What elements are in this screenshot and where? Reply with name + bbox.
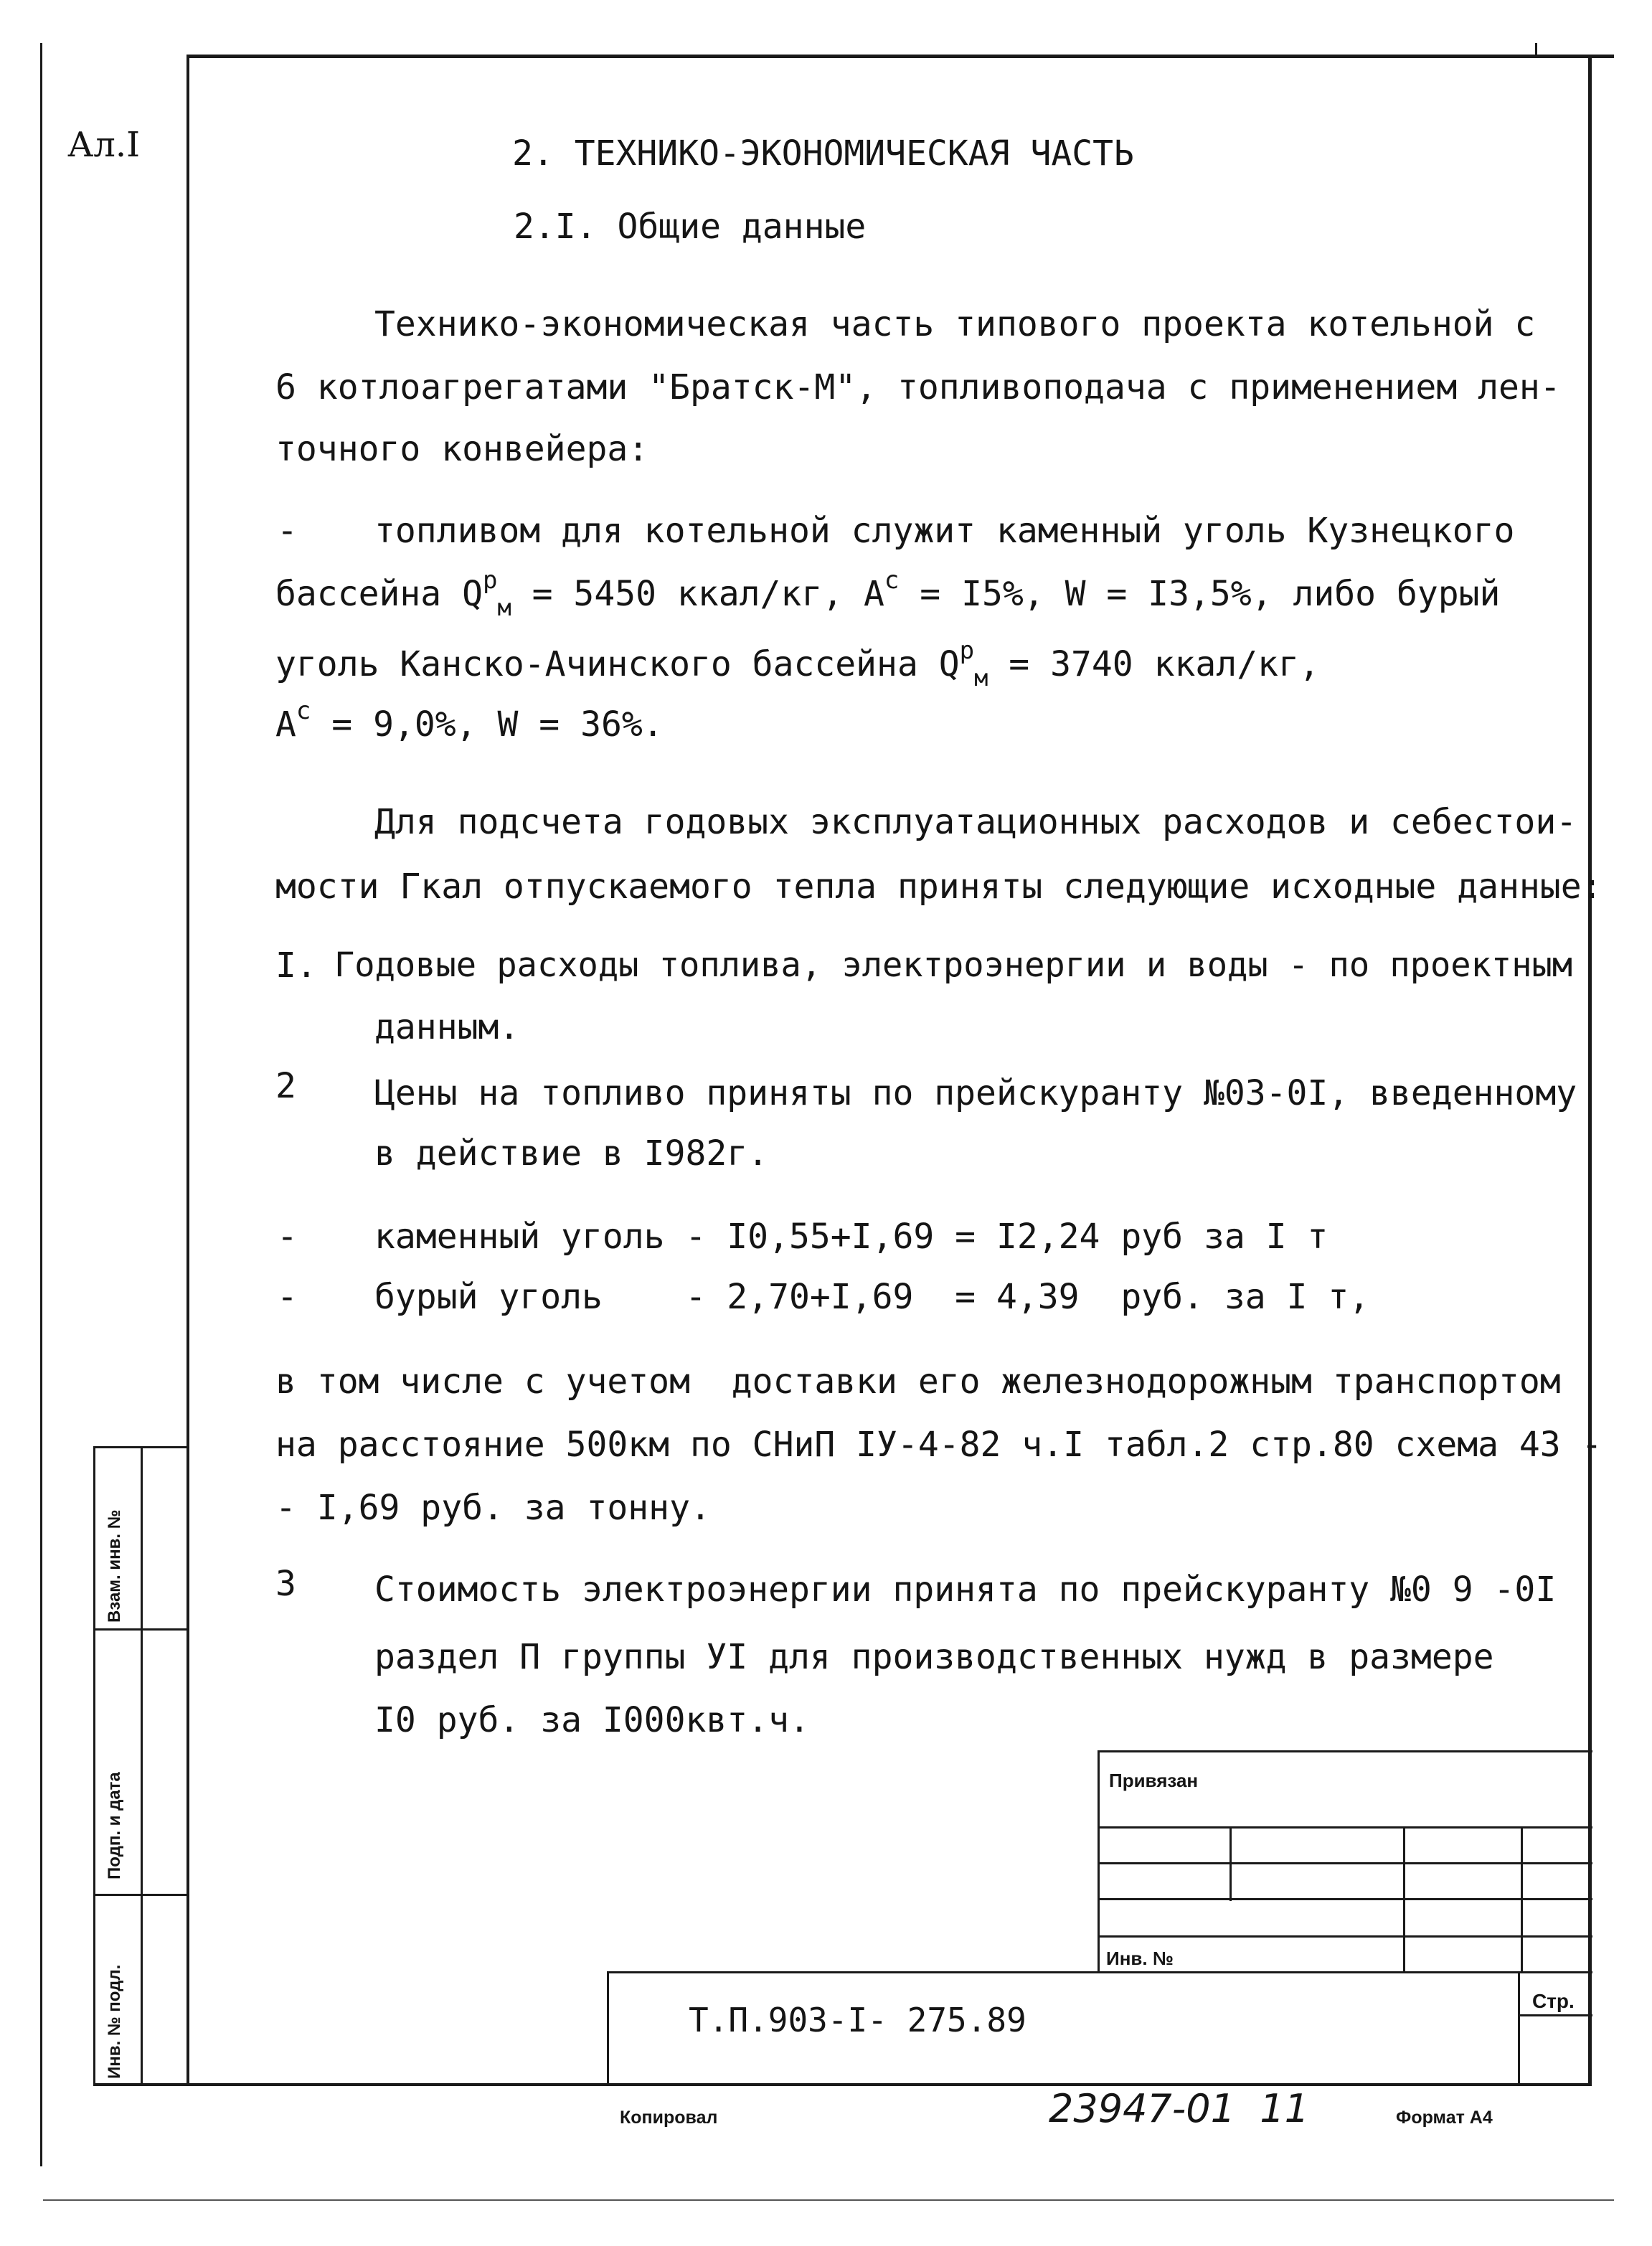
stamp-top bbox=[1098, 1750, 1592, 1752]
fuel-line-2: бассейна $Q^р_м = 5450$ ккал/кг, $А^с = I5\%$, W = I3,5%, либо бурый bbox=[275, 566, 1501, 621]
stamp-row-1 bbox=[1098, 1826, 1592, 1829]
stamp-col-3 bbox=[1521, 1826, 1523, 1973]
stamp-left bbox=[1098, 1750, 1100, 1973]
bottom-cut-line bbox=[43, 2199, 1614, 2201]
para2-line-1: Для подсчета годовых эксплуатационных расходов и себестои- bbox=[374, 802, 1577, 842]
price-line-2: бурый уголь - 2,70+I,69 = 4,39 руб. за I т, bbox=[374, 1277, 1370, 1317]
side-stamp-inner bbox=[141, 1446, 143, 2085]
frame-top bbox=[187, 55, 1614, 58]
side-stamp-div2 bbox=[93, 1894, 189, 1896]
item3-line-3: I0 руб. за I000квт.ч. bbox=[374, 1700, 810, 1740]
fuel-line-3: уголь Канско-Ачинского бассейна $Q^р_м = 3740$ ккал/кг, bbox=[275, 636, 1320, 692]
side-stamp-outer bbox=[93, 1446, 95, 2085]
stamp-col-1 bbox=[1229, 1826, 1232, 1901]
price-dash-2: - bbox=[277, 1277, 298, 1317]
frame-bottom bbox=[93, 2083, 1592, 2086]
footer-number: 23947-01 11 bbox=[1049, 2086, 1310, 2131]
page-label: Стр. bbox=[1532, 1990, 1575, 2012]
intro-line-3: точного конвейера: bbox=[275, 429, 649, 469]
side-stamp-div1 bbox=[93, 1628, 189, 1631]
item1-line-1: Годовые расходы топлива, электроэнергии и воды - по проектным bbox=[334, 945, 1573, 985]
stamp-row-2 bbox=[1098, 1862, 1592, 1864]
item1-line-2: данным. bbox=[374, 1007, 520, 1047]
item2-number: 2 bbox=[275, 1066, 296, 1106]
item3-number: 3 bbox=[275, 1564, 296, 1604]
code-box-top bbox=[607, 1971, 1592, 1973]
top-tick bbox=[1535, 43, 1537, 57]
item3-line-1: Стоимость электроэнергии принята по прейскуранту №0 9 -0I bbox=[374, 1570, 1557, 1610]
document-code: Т.П.903-I- 275.89 bbox=[689, 2001, 1026, 2039]
para2-line-2: мости Гкал отпускаемого тепла приняты следующие исходные данные: bbox=[275, 867, 1603, 907]
delivery-line-3: - I,69 руб. за тонну. bbox=[275, 1488, 711, 1528]
section-title: 2. ТЕХНИКО-ЭКОНОМИЧЕСКАЯ ЧАСТЬ bbox=[512, 133, 1134, 174]
code-box-left bbox=[607, 1971, 609, 2086]
frame-left bbox=[187, 55, 189, 2085]
fuel-dash: - bbox=[277, 511, 298, 551]
subsection-title: 2.I. Общие данные bbox=[514, 207, 867, 247]
delivery-line-2: на расстояние 500км по СНиП IУ-4-82 ч.I табл.2 стр.80 схема 43 - bbox=[275, 1425, 1603, 1465]
fuel-line-1: топливом для котельной служит каменный уголь Кузнецкого bbox=[374, 511, 1515, 551]
footer-format: Формат А4 bbox=[1396, 2108, 1493, 2128]
intro-line-1: Технико-экономическая часть типового проекта котельной с bbox=[374, 304, 1536, 344]
code-box-divider bbox=[1518, 1971, 1520, 2086]
sheet-mark: Ал.I bbox=[67, 125, 141, 165]
left-margin-line bbox=[40, 43, 42, 2166]
stamp-privyazan: Привязан bbox=[1109, 1770, 1199, 1791]
item1-number: I. bbox=[275, 945, 317, 986]
frame-right bbox=[1588, 55, 1592, 2085]
stamp-row-3 bbox=[1098, 1898, 1592, 1900]
intro-line-2: 6 котлоагрегатами "Братск-М", топливоподача с применением лен- bbox=[275, 367, 1561, 407]
price-dash-1: - bbox=[277, 1217, 298, 1257]
item2-line-2: в действие в I982г. bbox=[374, 1133, 769, 1174]
stamp-inv-no: Инв. № bbox=[1106, 1948, 1174, 1969]
price-line-1: каменный уголь - I0,55+I,69 = I2,24 руб за I т bbox=[374, 1217, 1328, 1257]
item3-line-2: раздел П группы УI для производственных нужд в размере bbox=[374, 1637, 1494, 1677]
delivery-line-1: в том числе с учетом доставки его железнодорожным транспортом bbox=[275, 1362, 1561, 1402]
stamp-row-4 bbox=[1098, 1935, 1592, 1938]
item2-line-1: Цены на топливо приняты по прейскуранту №03-0I, введенному bbox=[374, 1073, 1577, 1113]
footer-copied: Копировал bbox=[620, 2108, 718, 2128]
fuel-line-4: $А^с = 9,0\%$, W = 36%. bbox=[275, 697, 664, 745]
side-stamp-inv-podl: Инв. № подл. bbox=[105, 1964, 124, 2079]
side-stamp-podp: Подп. и дата bbox=[105, 1772, 124, 1879]
side-stamp-vzam: Взам. инв. № bbox=[105, 1509, 124, 1623]
stamp-col-2 bbox=[1403, 1826, 1405, 1973]
